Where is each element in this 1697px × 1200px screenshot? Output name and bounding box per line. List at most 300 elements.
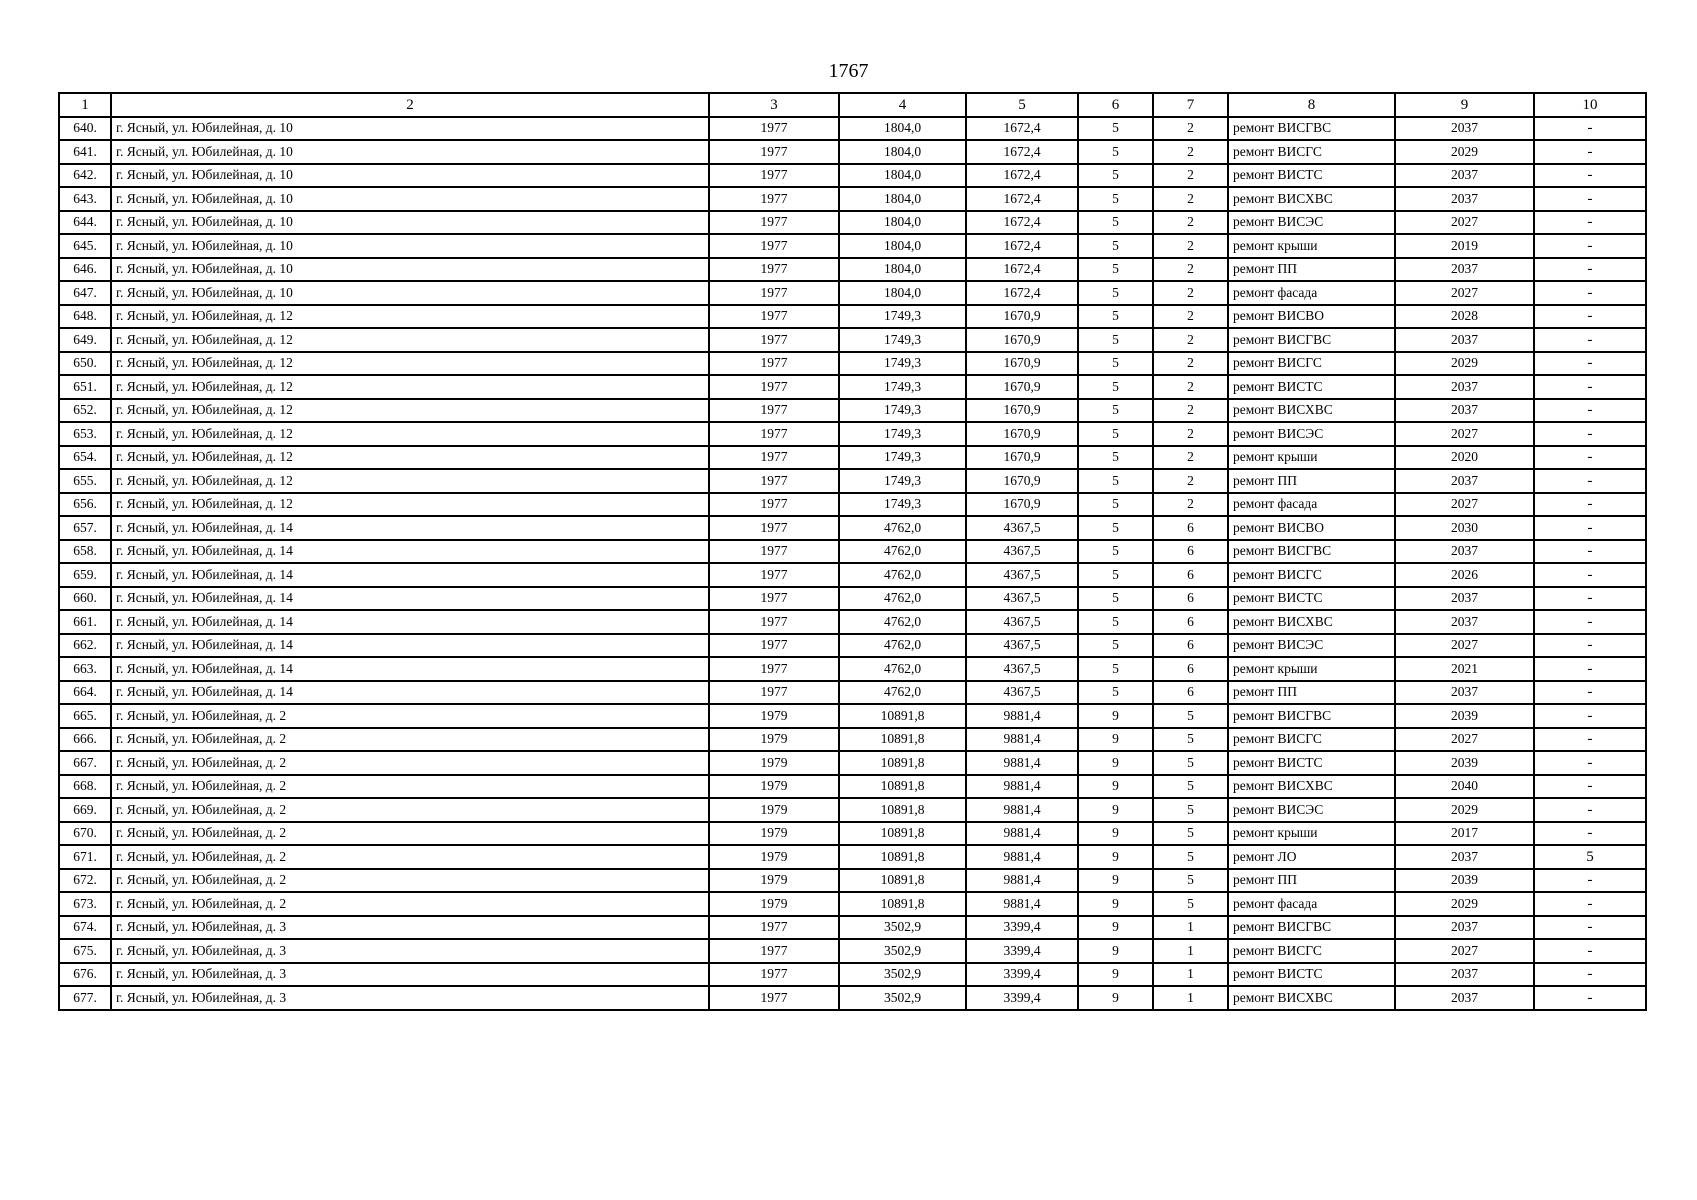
table-cell-col-7: 2	[1153, 211, 1228, 235]
table-cell-col-5: 9881,4	[966, 845, 1078, 869]
table-cell-col-10: -	[1534, 704, 1646, 728]
table-cell-col-6: 5	[1078, 446, 1153, 470]
table-cell-col-7: 2	[1153, 352, 1228, 376]
table-cell-col-5: 9881,4	[966, 869, 1078, 893]
table-cell-col-5: 4367,5	[966, 540, 1078, 564]
table-cell-col-7: 5	[1153, 704, 1228, 728]
table-cell-col-2: г. Ясный, ул. Юбилейная, д. 12	[111, 422, 709, 446]
table-cell-col-5: 1672,4	[966, 140, 1078, 164]
table-row	[59, 352, 1646, 376]
table-cell-col-1: 673.	[59, 892, 111, 916]
table-cell-col-5: 4367,5	[966, 657, 1078, 681]
table-cell-col-10: -	[1534, 446, 1646, 470]
table-cell-col-2: г. Ясный, ул. Юбилейная, д. 2	[111, 892, 709, 916]
table-cell-col-9: 2017	[1395, 822, 1534, 846]
table-cell-col-9: 2021	[1395, 657, 1534, 681]
table-row	[59, 164, 1646, 188]
table-cell-col-6: 9	[1078, 939, 1153, 963]
table-cell-col-4: 10891,8	[839, 845, 966, 869]
table-cell-col-4: 10891,8	[839, 704, 966, 728]
table-cell-col-5: 1670,9	[966, 469, 1078, 493]
table-cell-col-2: г. Ясный, ул. Юбилейная, д. 10	[111, 187, 709, 211]
table-cell-col-3: 1977	[709, 681, 839, 705]
table-cell-col-7: 2	[1153, 493, 1228, 517]
table-cell-col-4: 4762,0	[839, 516, 966, 540]
table-cell-col-3: 1977	[709, 211, 839, 235]
table-cell-col-7: 2	[1153, 187, 1228, 211]
table-cell-col-7: 5	[1153, 892, 1228, 916]
table-cell-col-3: 1979	[709, 892, 839, 916]
table-row	[59, 328, 1646, 352]
table-cell-col-2: г. Ясный, ул. Юбилейная, д. 10	[111, 117, 709, 141]
table-cell-col-8: ремонт ВИСТС	[1228, 587, 1395, 611]
table-cell-col-4: 1804,0	[839, 234, 966, 258]
table-cell-col-6: 5	[1078, 164, 1153, 188]
table-cell-col-8: ремонт ВИСХВС	[1228, 187, 1395, 211]
table-cell-col-4: 1804,0	[839, 117, 966, 141]
table-cell-col-1: 663.	[59, 657, 111, 681]
table-cell-col-7: 5	[1153, 822, 1228, 846]
table-row	[59, 469, 1646, 493]
table-cell-col-5: 1670,9	[966, 352, 1078, 376]
table-cell-col-5: 3399,4	[966, 939, 1078, 963]
repair-schedule-table	[58, 92, 1647, 1011]
table-cell-col-3: 1977	[709, 916, 839, 940]
table-cell-col-3: 1977	[709, 422, 839, 446]
table-cell-col-3: 1979	[709, 822, 839, 846]
table-cell-col-4: 1749,3	[839, 305, 966, 329]
table-cell-col-9: 2026	[1395, 563, 1534, 587]
column-header-8: 8	[1228, 93, 1395, 117]
table-cell-col-8: ремонт крыши	[1228, 446, 1395, 470]
table-cell-col-4: 10891,8	[839, 822, 966, 846]
table-cell-col-9: 2037	[1395, 258, 1534, 282]
table-cell-col-9: 2040	[1395, 775, 1534, 799]
table-cell-col-6: 9	[1078, 892, 1153, 916]
table-cell-col-4: 1804,0	[839, 164, 966, 188]
table-cell-col-9: 2037	[1395, 375, 1534, 399]
table-cell-col-6: 5	[1078, 211, 1153, 235]
table-cell-col-5: 1672,4	[966, 117, 1078, 141]
table-cell-col-5: 4367,5	[966, 634, 1078, 658]
table-row	[59, 657, 1646, 681]
table-cell-col-9: 2037	[1395, 681, 1534, 705]
table-cell-col-10: -	[1534, 587, 1646, 611]
table-cell-col-8: ремонт ВИСТС	[1228, 164, 1395, 188]
table-cell-col-9: 2027	[1395, 493, 1534, 517]
table-cell-col-7: 1	[1153, 986, 1228, 1010]
table-cell-col-2: г. Ясный, ул. Юбилейная, д. 12	[111, 305, 709, 329]
table-cell-col-6: 5	[1078, 493, 1153, 517]
table-cell-col-8: ремонт ВИСГС	[1228, 939, 1395, 963]
table-row	[59, 869, 1646, 893]
table-cell-col-3: 1977	[709, 986, 839, 1010]
table-cell-col-4: 10891,8	[839, 751, 966, 775]
table-cell-col-3: 1977	[709, 657, 839, 681]
table-cell-col-1: 650.	[59, 352, 111, 376]
table-cell-col-7: 6	[1153, 634, 1228, 658]
table-cell-col-9: 2037	[1395, 328, 1534, 352]
table-cell-col-5: 4367,5	[966, 681, 1078, 705]
table-cell-col-10: -	[1534, 563, 1646, 587]
table-cell-col-9: 2029	[1395, 892, 1534, 916]
table-cell-col-7: 2	[1153, 140, 1228, 164]
table-cell-col-5: 1670,9	[966, 328, 1078, 352]
table-cell-col-1: 659.	[59, 563, 111, 587]
table-cell-col-2: г. Ясный, ул. Юбилейная, д. 2	[111, 728, 709, 752]
table-row	[59, 140, 1646, 164]
table-cell-col-9: 2039	[1395, 869, 1534, 893]
table-cell-col-9: 2037	[1395, 963, 1534, 987]
table-cell-col-6: 5	[1078, 375, 1153, 399]
table-cell-col-1: 666.	[59, 728, 111, 752]
table-cell-col-9: 2020	[1395, 446, 1534, 470]
table-cell-col-8: ремонт ВИСХВС	[1228, 399, 1395, 423]
table-cell-col-4: 1749,3	[839, 469, 966, 493]
table-cell-col-9: 2028	[1395, 305, 1534, 329]
table-cell-col-7: 6	[1153, 610, 1228, 634]
table-cell-col-5: 9881,4	[966, 751, 1078, 775]
table-cell-col-1: 649.	[59, 328, 111, 352]
table-cell-col-6: 5	[1078, 258, 1153, 282]
table-cell-col-1: 671.	[59, 845, 111, 869]
table-cell-col-1: 658.	[59, 540, 111, 564]
table-cell-col-7: 5	[1153, 798, 1228, 822]
table-cell-col-8: ремонт ВИСГВС	[1228, 117, 1395, 141]
table-cell-col-8: ремонт ВИСЭС	[1228, 634, 1395, 658]
table-cell-col-1: 654.	[59, 446, 111, 470]
table-cell-col-6: 5	[1078, 399, 1153, 423]
table-cell-col-6: 5	[1078, 634, 1153, 658]
table-cell-col-9: 2027	[1395, 939, 1534, 963]
table-cell-col-7: 2	[1153, 399, 1228, 423]
table-cell-col-1: 662.	[59, 634, 111, 658]
table-cell-col-5: 4367,5	[966, 610, 1078, 634]
table-cell-col-4: 3502,9	[839, 963, 966, 987]
table-cell-col-6: 9	[1078, 845, 1153, 869]
table-cell-col-6: 5	[1078, 610, 1153, 634]
table-cell-col-2: г. Ясный, ул. Юбилейная, д. 14	[111, 540, 709, 564]
table-cell-col-9: 2037	[1395, 164, 1534, 188]
table-cell-col-10: -	[1534, 375, 1646, 399]
table-cell-col-4: 10891,8	[839, 892, 966, 916]
table-cell-col-9: 2027	[1395, 728, 1534, 752]
table-cell-col-10: -	[1534, 211, 1646, 235]
table-cell-col-2: г. Ясный, ул. Юбилейная, д. 14	[111, 610, 709, 634]
table-cell-col-3: 1977	[709, 493, 839, 517]
table-cell-col-2: г. Ясный, ул. Юбилейная, д. 12	[111, 375, 709, 399]
table-row	[59, 798, 1646, 822]
table-row	[59, 399, 1646, 423]
table-cell-col-10: -	[1534, 140, 1646, 164]
table-cell-col-9: 2037	[1395, 469, 1534, 493]
table-cell-col-3: 1977	[709, 328, 839, 352]
table-cell-col-8: ремонт ВИСЭС	[1228, 422, 1395, 446]
table-cell-col-6: 5	[1078, 305, 1153, 329]
table-row	[59, 305, 1646, 329]
table-cell-col-6: 5	[1078, 352, 1153, 376]
table-cell-col-3: 1977	[709, 258, 839, 282]
table-cell-col-5: 1672,4	[966, 187, 1078, 211]
table-cell-col-2: г. Ясный, ул. Юбилейная, д. 3	[111, 963, 709, 987]
column-header-3: 3	[709, 93, 839, 117]
column-header-7: 7	[1153, 93, 1228, 117]
table-cell-col-4: 10891,8	[839, 728, 966, 752]
table-cell-col-7: 6	[1153, 516, 1228, 540]
table-cell-col-2: г. Ясный, ул. Юбилейная, д. 10	[111, 164, 709, 188]
table-cell-col-7: 6	[1153, 681, 1228, 705]
table-cell-col-3: 1977	[709, 563, 839, 587]
table-row	[59, 540, 1646, 564]
table-cell-col-5: 4367,5	[966, 587, 1078, 611]
table-cell-col-10: -	[1534, 493, 1646, 517]
table-cell-col-5: 3399,4	[966, 986, 1078, 1010]
table-cell-col-9: 2037	[1395, 610, 1534, 634]
table-cell-col-7: 2	[1153, 281, 1228, 305]
table-cell-col-10: -	[1534, 305, 1646, 329]
table-cell-col-7: 2	[1153, 446, 1228, 470]
table-cell-col-4: 1804,0	[839, 258, 966, 282]
table-cell-col-8: ремонт ПП	[1228, 681, 1395, 705]
table-cell-col-6: 5	[1078, 234, 1153, 258]
table-cell-col-7: 5	[1153, 751, 1228, 775]
table-cell-col-3: 1977	[709, 234, 839, 258]
table-cell-col-1: 657.	[59, 516, 111, 540]
table-cell-col-1: 642.	[59, 164, 111, 188]
table-cell-col-10: -	[1534, 916, 1646, 940]
table-cell-col-2: г. Ясный, ул. Юбилейная, д. 12	[111, 446, 709, 470]
table-cell-col-10: -	[1534, 681, 1646, 705]
table-cell-col-3: 1977	[709, 164, 839, 188]
table-row	[59, 916, 1646, 940]
table-cell-col-4: 1749,3	[839, 399, 966, 423]
table-cell-col-9: 2027	[1395, 281, 1534, 305]
table-cell-col-1: 674.	[59, 916, 111, 940]
table-cell-col-7: 2	[1153, 422, 1228, 446]
table-cell-col-8: ремонт крыши	[1228, 657, 1395, 681]
table-cell-col-3: 1979	[709, 704, 839, 728]
table-cell-col-10: -	[1534, 234, 1646, 258]
table-row	[59, 845, 1646, 869]
table-row	[59, 610, 1646, 634]
table-cell-col-1: 668.	[59, 775, 111, 799]
table-cell-col-1: 656.	[59, 493, 111, 517]
table-cell-col-9: 2037	[1395, 916, 1534, 940]
table-cell-col-1: 664.	[59, 681, 111, 705]
table-cell-col-4: 3502,9	[839, 916, 966, 940]
table-cell-col-6: 5	[1078, 516, 1153, 540]
table-row	[59, 211, 1646, 235]
table-cell-col-10: -	[1534, 963, 1646, 987]
table-row	[59, 258, 1646, 282]
table-cell-col-10: -	[1534, 258, 1646, 282]
table-cell-col-7: 2	[1153, 328, 1228, 352]
table-cell-col-8: ремонт крыши	[1228, 822, 1395, 846]
table-cell-col-3: 1979	[709, 869, 839, 893]
table-cell-col-5: 1672,4	[966, 164, 1078, 188]
table-cell-col-2: г. Ясный, ул. Юбилейная, д. 2	[111, 869, 709, 893]
table-row	[59, 775, 1646, 799]
table-cell-col-3: 1977	[709, 281, 839, 305]
table-cell-col-10: -	[1534, 657, 1646, 681]
table-cell-col-9: 2019	[1395, 234, 1534, 258]
table-cell-col-9: 2037	[1395, 117, 1534, 141]
table-cell-col-4: 1749,3	[839, 352, 966, 376]
table-cell-col-7: 6	[1153, 540, 1228, 564]
table-cell-col-3: 1977	[709, 375, 839, 399]
table-cell-col-5: 1670,9	[966, 399, 1078, 423]
table-cell-col-4: 4762,0	[839, 634, 966, 658]
table-cell-col-7: 6	[1153, 587, 1228, 611]
table-cell-col-3: 1979	[709, 728, 839, 752]
table-cell-col-4: 10891,8	[839, 775, 966, 799]
table-cell-col-5: 9881,4	[966, 822, 1078, 846]
table-cell-col-4: 10891,8	[839, 869, 966, 893]
table-cell-col-1: 677.	[59, 986, 111, 1010]
table-cell-col-2: г. Ясный, ул. Юбилейная, д. 12	[111, 493, 709, 517]
table-cell-col-1: 661.	[59, 610, 111, 634]
table-cell-col-4: 1804,0	[839, 140, 966, 164]
table-cell-col-5: 4367,5	[966, 516, 1078, 540]
table-row	[59, 117, 1646, 141]
table-cell-col-3: 1977	[709, 540, 839, 564]
table-row	[59, 751, 1646, 775]
table-cell-col-9: 2037	[1395, 986, 1534, 1010]
table-cell-col-2: г. Ясный, ул. Юбилейная, д. 2	[111, 822, 709, 846]
table-cell-col-6: 5	[1078, 187, 1153, 211]
table-cell-col-1: 653.	[59, 422, 111, 446]
table-cell-col-1: 645.	[59, 234, 111, 258]
table-cell-col-4: 1804,0	[839, 281, 966, 305]
table-cell-col-4: 1749,3	[839, 375, 966, 399]
table-cell-col-10: -	[1534, 399, 1646, 423]
table-cell-col-6: 9	[1078, 963, 1153, 987]
table-cell-col-8: ремонт ПП	[1228, 469, 1395, 493]
table-header-row	[59, 93, 1646, 117]
table-cell-col-5: 1670,9	[966, 446, 1078, 470]
table-cell-col-5: 9881,4	[966, 728, 1078, 752]
table-cell-col-9: 2039	[1395, 704, 1534, 728]
table-cell-col-2: г. Ясный, ул. Юбилейная, д. 14	[111, 516, 709, 540]
table-cell-col-2: г. Ясный, ул. Юбилейная, д. 12	[111, 352, 709, 376]
table-cell-col-10: 5	[1534, 845, 1646, 869]
table-row	[59, 446, 1646, 470]
table-cell-col-2: г. Ясный, ул. Юбилейная, д. 2	[111, 845, 709, 869]
table-row	[59, 493, 1646, 517]
table-cell-col-5: 1672,4	[966, 281, 1078, 305]
table-cell-col-3: 1977	[709, 187, 839, 211]
table-cell-col-3: 1977	[709, 446, 839, 470]
table-cell-col-1: 669.	[59, 798, 111, 822]
table-cell-col-3: 1979	[709, 775, 839, 799]
table-cell-col-3: 1977	[709, 634, 839, 658]
table-cell-col-5: 1670,9	[966, 422, 1078, 446]
table-cell-col-2: г. Ясный, ул. Юбилейная, д. 12	[111, 469, 709, 493]
table-cell-col-6: 5	[1078, 140, 1153, 164]
table-cell-col-5: 1672,4	[966, 211, 1078, 235]
table-cell-col-10: -	[1534, 986, 1646, 1010]
table-cell-col-8: ремонт ВИСТС	[1228, 751, 1395, 775]
column-header-10: 10	[1534, 93, 1646, 117]
table-cell-col-5: 1670,9	[966, 305, 1078, 329]
table-cell-col-1: 672.	[59, 869, 111, 893]
table-cell-col-1: 652.	[59, 399, 111, 423]
table-cell-col-10: -	[1534, 516, 1646, 540]
table-cell-col-7: 5	[1153, 728, 1228, 752]
table-cell-col-5: 1672,4	[966, 234, 1078, 258]
table-row	[59, 963, 1646, 987]
table-cell-col-2: г. Ясный, ул. Юбилейная, д. 10	[111, 140, 709, 164]
table-cell-col-4: 1749,3	[839, 493, 966, 517]
column-header-4: 4	[839, 93, 966, 117]
table-row	[59, 187, 1646, 211]
table-cell-col-7: 5	[1153, 775, 1228, 799]
table-cell-col-8: ремонт ВИСХВС	[1228, 986, 1395, 1010]
table-cell-col-3: 1977	[709, 939, 839, 963]
table-cell-col-1: 655.	[59, 469, 111, 493]
table-cell-col-6: 5	[1078, 328, 1153, 352]
table-body	[59, 117, 1646, 1010]
table-cell-col-4: 1804,0	[839, 211, 966, 235]
table-cell-col-3: 1977	[709, 516, 839, 540]
table-cell-col-5: 9881,4	[966, 775, 1078, 799]
table-cell-col-10: -	[1534, 117, 1646, 141]
table-cell-col-2: г. Ясный, ул. Юбилейная, д. 10	[111, 258, 709, 282]
table-cell-col-10: -	[1534, 634, 1646, 658]
table-cell-col-10: -	[1534, 728, 1646, 752]
table-cell-col-1: 641.	[59, 140, 111, 164]
table-cell-col-7: 6	[1153, 563, 1228, 587]
column-header-2: 2	[111, 93, 709, 117]
table-cell-col-2: г. Ясный, ул. Юбилейная, д. 10	[111, 281, 709, 305]
table-row	[59, 728, 1646, 752]
table-cell-col-5: 1670,9	[966, 493, 1078, 517]
table-row	[59, 704, 1646, 728]
table-cell-col-10: -	[1534, 281, 1646, 305]
table-cell-col-8: ремонт фасада	[1228, 281, 1395, 305]
table-cell-col-8: ремонт ВИСХВС	[1228, 610, 1395, 634]
table-cell-col-8: ремонт ЛО	[1228, 845, 1395, 869]
table-cell-col-7: 2	[1153, 234, 1228, 258]
table-cell-col-1: 648.	[59, 305, 111, 329]
table-cell-col-6: 9	[1078, 775, 1153, 799]
table-cell-col-8: ремонт ВИСГС	[1228, 140, 1395, 164]
table-cell-col-1: 670.	[59, 822, 111, 846]
table-cell-col-8: ремонт ВИСГВС	[1228, 540, 1395, 564]
table-cell-col-6: 9	[1078, 728, 1153, 752]
table-cell-col-6: 5	[1078, 469, 1153, 493]
table-cell-col-7: 1	[1153, 939, 1228, 963]
table-cell-col-4: 1749,3	[839, 422, 966, 446]
table-cell-col-7: 2	[1153, 258, 1228, 282]
table-cell-col-5: 3399,4	[966, 916, 1078, 940]
page-number: 1767	[828, 60, 869, 82]
table-cell-col-1: 660.	[59, 587, 111, 611]
table-cell-col-10: -	[1534, 422, 1646, 446]
table-cell-col-2: г. Ясный, ул. Юбилейная, д. 14	[111, 634, 709, 658]
table-cell-col-1: 644.	[59, 211, 111, 235]
column-header-9: 9	[1395, 93, 1534, 117]
table-cell-col-9: 2027	[1395, 422, 1534, 446]
table-cell-col-9: 2037	[1395, 399, 1534, 423]
table-cell-col-6: 5	[1078, 281, 1153, 305]
table-cell-col-7: 2	[1153, 164, 1228, 188]
table-cell-col-10: -	[1534, 187, 1646, 211]
table-cell-col-9: 2027	[1395, 634, 1534, 658]
table-cell-col-3: 1977	[709, 352, 839, 376]
table-cell-col-2: г. Ясный, ул. Юбилейная, д. 2	[111, 704, 709, 728]
table-cell-col-9: 2029	[1395, 140, 1534, 164]
